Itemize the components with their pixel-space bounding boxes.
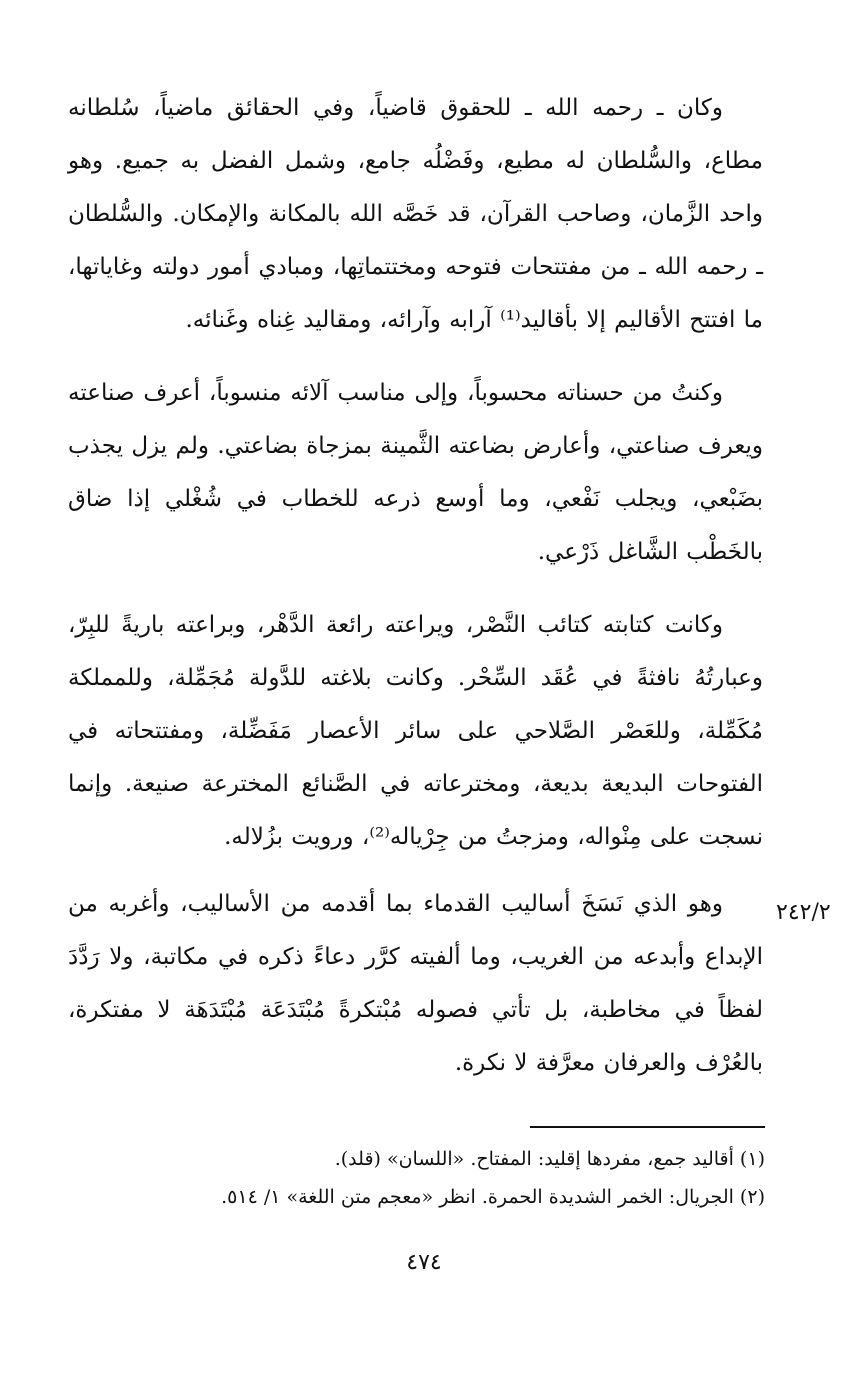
paragraph-1: وكان ـ رحمه الله ـ للحقوق قاضياً، وفي الحقائق ماضياً، سُلطانه مطاع، والسُّلطان له مطيع، وفَضْلُه جامع، وشمل الفضل به جميع. وهو واحد الزَّمان، وصاحب القرآن، قد خَصَّه الله بالمكانة والإمكان. والسُّلطان ـ رحمه الله ـ من مفتتحات فتوحه ومختتماتِها، ومبادي أمور دولته وغاياتها، ما افتتح الأقاليم إلا بأقاليد⁽¹⁾ آرابه وآرائه، ومقاليد غِناه وغَنائه.: [68, 95, 763, 333]
footnotes: [120, 1140, 765, 1216]
footnote-divider: [530, 1126, 765, 1128]
page-number: ٤٧٤: [406, 1250, 442, 1275]
paragraph-3: وكانت كتابته كتائب النَّصْر، ويراعته رائعة الدَّهْر، وبراعته باريةً للبِرّ، وعبارتُهُ نافثةً في عُقَد السِّحْر. وكانت بلاغته للدَّولة مُجَمِّلة، وللمملكة مُكَمِّلة، وللعَصْر الصَّلاحي على سائر الأعصار مَفَضِّلة، ومفتتحاته في الفتوحات البديعة بديعة، ومخترعاته في الصَّنائع المخترعة صنيعة. وإنما نسجت على مِنْواله، ومزجتُ من جِرْياله⁽²⁾، ورويت بزُلاله.: [68, 612, 763, 850]
margin-reference: ٢٤٢/٢: [776, 900, 831, 925]
footnote-2: (٢) الجريال: الخمر الشديدة الحمرة. انظر «معجم متن اللغة» ١/ ٥١٤.: [221, 1186, 765, 1208]
main-text: [68, 82, 763, 1110]
paragraph-4: وهو الذي نَسَخَ أساليب القدماء بما أقدمه من الأساليب، وأغربه من الإبداع وأبدعه من الغريب، وما ألفيته كرَّر دعاءً ذكره في مكاتبة، ولا رَدَّدَ لفظاً في مخاطبة، بل تأتي فصوله مُبْتكرةً مُبْتَدَعَة مُبْتَدَهَة لا مفتكرة، بالعُرْف والعرفان معرَّفة لا نكرة.: [68, 891, 763, 1076]
footnote-1: (١) أقاليد جمع، مفردها إقليد: المفتاح. «اللسان» (قلد).: [334, 1148, 765, 1170]
paragraph-2: وكنتُ من حسناته محسوباً، وإلى مناسب آلائه منسوباً، أعرف صناعته ويعرف صناعتي، وأعارض بضاعته الثَّمينة بمزجاة بضاعتي. ولم يزل يجذب بضَبْعي، ويجلب نَفْعي، وما أوسع ذرعه للخطاب في شُغْلي إذا ضاق بالخَطْب الشَّاغل ذَرْعي.: [68, 380, 763, 565]
